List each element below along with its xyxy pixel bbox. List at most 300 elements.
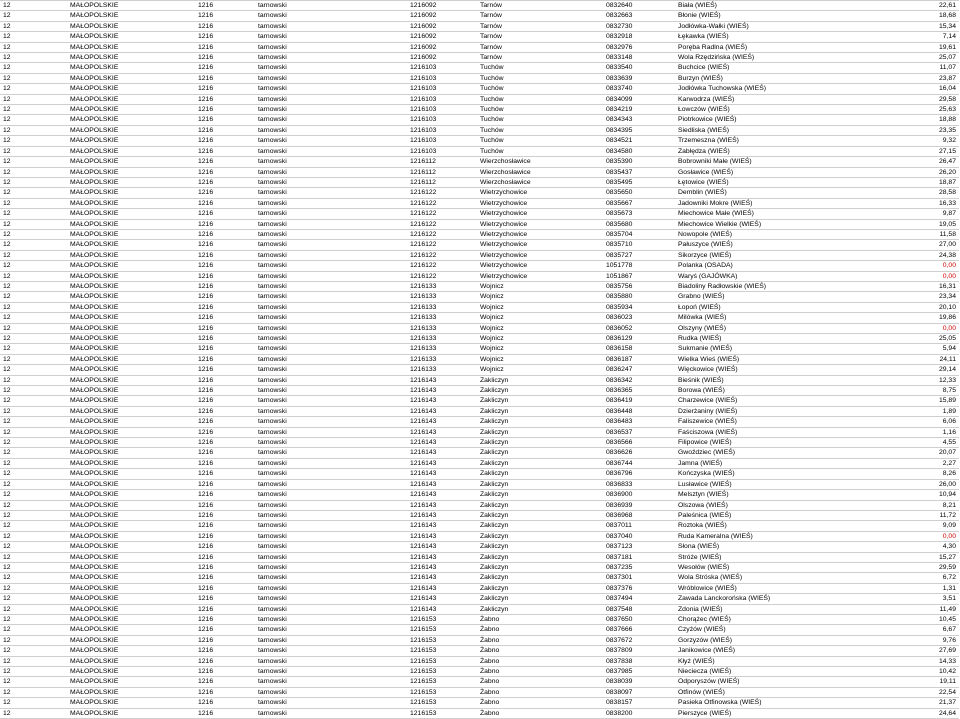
woj-code-cell[interactable]: 12 xyxy=(0,1,67,11)
gmina-code-cell[interactable]: 1216103 xyxy=(407,125,477,135)
powiat-code-cell[interactable]: 1216 xyxy=(195,42,255,52)
powiat-code-cell[interactable]: 1216 xyxy=(195,188,255,198)
locality-cell[interactable]: Zabłędza (WIEŚ) xyxy=(675,146,868,156)
powiat-name-cell[interactable]: tarnowski xyxy=(255,646,407,656)
powiat-code-cell[interactable]: 1216 xyxy=(195,167,255,177)
locality-cell[interactable]: Zawada Lanckorońska (WIEŚ) xyxy=(675,594,868,604)
locality-cell[interactable]: Łowczów (WIEŚ) xyxy=(675,105,868,115)
locality-cell[interactable]: Miechowice Wielkie (WIEŚ) xyxy=(675,219,868,229)
locality-cell[interactable]: Odporyszów (WIEŚ) xyxy=(675,677,868,687)
powiat-code-cell[interactable]: 1216 xyxy=(195,250,255,260)
woj-code-cell[interactable]: 12 xyxy=(0,136,67,146)
powiat-code-cell[interactable]: 1216 xyxy=(195,125,255,135)
powiat-name-cell[interactable]: tarnowski xyxy=(255,667,407,677)
locality-cell[interactable]: Burzyn (WIEŚ) xyxy=(675,73,868,83)
value-cell[interactable]: 18,88 xyxy=(868,115,959,125)
gmina-name-cell[interactable]: Wojnicz xyxy=(477,292,603,302)
woj-code-cell[interactable]: 12 xyxy=(0,261,67,271)
powiat-code-cell[interactable]: 1216 xyxy=(195,552,255,562)
locality-cell[interactable]: Gorzyzów (WIEŚ) xyxy=(675,635,868,645)
gmina-name-cell[interactable]: Tarnów xyxy=(477,11,603,21)
woj-name-cell[interactable]: MAŁOPOLSKIE xyxy=(67,53,195,63)
locality-cell[interactable]: Niecieczа (WIEŚ) xyxy=(675,667,868,677)
woj-code-cell[interactable]: 12 xyxy=(0,32,67,42)
locality-cell[interactable]: Pierszyce (WIEŚ) xyxy=(675,708,868,718)
woj-name-cell[interactable]: MAŁOPOLSKIE xyxy=(67,614,195,624)
gmina-code-cell[interactable]: 1216103 xyxy=(407,105,477,115)
woj-name-cell[interactable]: MAŁOPOLSKIE xyxy=(67,687,195,697)
locality-cell[interactable]: Trzemeszna (WIEŚ) xyxy=(675,136,868,146)
woj-name-cell[interactable]: MAŁOPOLSKIE xyxy=(67,469,195,479)
powiat-code-cell[interactable]: 1216 xyxy=(195,84,255,94)
simc-code-cell[interactable]: 0838097 xyxy=(603,687,675,697)
powiat-name-cell[interactable]: tarnowski xyxy=(255,240,407,250)
gmina-code-cell[interactable]: 1216112 xyxy=(407,157,477,167)
powiat-name-cell[interactable]: tarnowski xyxy=(255,531,407,541)
powiat-code-cell[interactable]: 1216 xyxy=(195,209,255,219)
woj-code-cell[interactable]: 12 xyxy=(0,188,67,198)
woj-name-cell[interactable]: MAŁOPOLSKIE xyxy=(67,386,195,396)
powiat-name-cell[interactable]: tarnowski xyxy=(255,552,407,562)
powiat-code-cell[interactable]: 1216 xyxy=(195,542,255,552)
woj-name-cell[interactable]: MAŁOPOLSKIE xyxy=(67,500,195,510)
powiat-name-cell[interactable]: tarnowski xyxy=(255,438,407,448)
value-cell[interactable]: 11,72 xyxy=(868,510,959,520)
gmina-code-cell[interactable]: 1216143 xyxy=(407,583,477,593)
woj-name-cell[interactable]: MAŁOPOLSKIE xyxy=(67,375,195,385)
locality-cell[interactable]: Faściszowa (WIEŚ) xyxy=(675,427,868,437)
powiat-name-cell[interactable]: tarnowski xyxy=(255,708,407,718)
value-cell[interactable]: 21,37 xyxy=(868,698,959,708)
value-cell[interactable]: 15,34 xyxy=(868,21,959,31)
woj-name-cell[interactable]: MAŁOPOLSKIE xyxy=(67,656,195,666)
woj-name-cell[interactable]: MAŁOPOLSKIE xyxy=(67,438,195,448)
woj-code-cell[interactable]: 12 xyxy=(0,250,67,260)
woj-code-cell[interactable]: 12 xyxy=(0,521,67,531)
simc-code-cell[interactable]: 0832640 xyxy=(603,1,675,11)
woj-code-cell[interactable]: 12 xyxy=(0,365,67,375)
woj-name-cell[interactable]: MAŁOPOLSKIE xyxy=(67,625,195,635)
powiat-name-cell[interactable]: tarnowski xyxy=(255,94,407,104)
powiat-name-cell[interactable]: tarnowski xyxy=(255,698,407,708)
simc-code-cell[interactable]: 0832730 xyxy=(603,21,675,31)
powiat-code-cell[interactable]: 1216 xyxy=(195,354,255,364)
simc-code-cell[interactable]: 1051778 xyxy=(603,261,675,271)
powiat-code-cell[interactable]: 1216 xyxy=(195,53,255,63)
powiat-code-cell[interactable]: 1216 xyxy=(195,458,255,468)
gmina-code-cell[interactable]: 1216122 xyxy=(407,219,477,229)
powiat-name-cell[interactable]: tarnowski xyxy=(255,334,407,344)
simc-code-cell[interactable]: 0836448 xyxy=(603,406,675,416)
gmina-name-cell[interactable]: Wietrzychowice xyxy=(477,188,603,198)
powiat-name-cell[interactable]: tarnowski xyxy=(255,229,407,239)
gmina-name-cell[interactable]: Zakliczyn xyxy=(477,521,603,531)
powiat-code-cell[interactable]: 1216 xyxy=(195,583,255,593)
powiat-name-cell[interactable]: tarnowski xyxy=(255,625,407,635)
gmina-name-cell[interactable]: Zakliczyn xyxy=(477,479,603,489)
woj-code-cell[interactable]: 12 xyxy=(0,708,67,718)
locality-cell[interactable]: Sikorzyce (WIEŚ) xyxy=(675,250,868,260)
powiat-code-cell[interactable]: 1216 xyxy=(195,510,255,520)
powiat-code-cell[interactable]: 1216 xyxy=(195,594,255,604)
gmina-code-cell[interactable]: 1216153 xyxy=(407,625,477,635)
powiat-name-cell[interactable]: tarnowski xyxy=(255,42,407,52)
simc-code-cell[interactable]: 0836052 xyxy=(603,323,675,333)
value-cell[interactable]: 27,69 xyxy=(868,646,959,656)
simc-code-cell[interactable]: 0838039 xyxy=(603,677,675,687)
gmina-name-cell[interactable]: Tuchów xyxy=(477,115,603,125)
powiat-name-cell[interactable]: tarnowski xyxy=(255,105,407,115)
powiat-name-cell[interactable]: tarnowski xyxy=(255,500,407,510)
powiat-name-cell[interactable]: tarnowski xyxy=(255,448,407,458)
value-cell[interactable]: 26,47 xyxy=(868,157,959,167)
woj-name-cell[interactable]: MAŁOPOLSKIE xyxy=(67,1,195,11)
value-cell[interactable]: 24,11 xyxy=(868,354,959,364)
powiat-code-cell[interactable]: 1216 xyxy=(195,94,255,104)
woj-code-cell[interactable]: 12 xyxy=(0,125,67,135)
locality-cell[interactable]: Olszyny (WIEŚ) xyxy=(675,323,868,333)
woj-name-cell[interactable]: MAŁOPOLSKIE xyxy=(67,302,195,312)
locality-cell[interactable]: Jodłówka Tuchowska (WIEŚ) xyxy=(675,84,868,94)
simc-code-cell[interactable]: 0836247 xyxy=(603,365,675,375)
woj-code-cell[interactable]: 12 xyxy=(0,323,67,333)
gmina-code-cell[interactable]: 1216122 xyxy=(407,250,477,260)
powiat-code-cell[interactable]: 1216 xyxy=(195,417,255,427)
powiat-name-cell[interactable]: tarnowski xyxy=(255,542,407,552)
powiat-code-cell[interactable]: 1216 xyxy=(195,386,255,396)
gmina-code-cell[interactable]: 1216092 xyxy=(407,53,477,63)
powiat-name-cell[interactable]: tarnowski xyxy=(255,427,407,437)
powiat-name-cell[interactable]: tarnowski xyxy=(255,1,407,11)
simc-code-cell[interactable]: 0836023 xyxy=(603,313,675,323)
locality-cell[interactable]: Melsztyn (WIEŚ) xyxy=(675,490,868,500)
simc-code-cell[interactable]: 0835704 xyxy=(603,229,675,239)
gmina-code-cell[interactable]: 1216092 xyxy=(407,42,477,52)
locality-cell[interactable]: Wielka Wieś (WIEŚ) xyxy=(675,354,868,364)
locality-cell[interactable]: Piotrkowice (WIEŚ) xyxy=(675,115,868,125)
gmina-name-cell[interactable]: Tuchów xyxy=(477,94,603,104)
value-cell[interactable]: 9,09 xyxy=(868,521,959,531)
simc-code-cell[interactable]: 0834219 xyxy=(603,105,675,115)
value-cell[interactable]: 0,00 xyxy=(868,531,959,541)
gmina-code-cell[interactable]: 1216153 xyxy=(407,687,477,697)
value-cell[interactable]: 8,21 xyxy=(868,500,959,510)
locality-cell[interactable]: Jadowniki Mokre (WIEŚ) xyxy=(675,198,868,208)
gmina-name-cell[interactable]: Wojnicz xyxy=(477,334,603,344)
powiat-name-cell[interactable]: tarnowski xyxy=(255,136,407,146)
simc-code-cell[interactable]: 0835756 xyxy=(603,281,675,291)
woj-code-cell[interactable]: 12 xyxy=(0,73,67,83)
gmina-name-cell[interactable]: Wietrzychowice xyxy=(477,229,603,239)
woj-name-cell[interactable]: MAŁOPOLSKIE xyxy=(67,708,195,718)
simc-code-cell[interactable]: 0835437 xyxy=(603,167,675,177)
simc-code-cell[interactable]: 0836626 xyxy=(603,448,675,458)
powiat-name-cell[interactable]: tarnowski xyxy=(255,53,407,63)
powiat-code-cell[interactable]: 1216 xyxy=(195,531,255,541)
woj-code-cell[interactable]: 12 xyxy=(0,386,67,396)
value-cell[interactable]: 12,33 xyxy=(868,375,959,385)
powiat-name-cell[interactable]: tarnowski xyxy=(255,354,407,364)
gmina-name-cell[interactable]: Żabno xyxy=(477,614,603,624)
value-cell[interactable]: 18,68 xyxy=(868,11,959,21)
woj-name-cell[interactable]: MAŁOPOLSKIE xyxy=(67,229,195,239)
locality-cell[interactable]: Więckowice (WIEŚ) xyxy=(675,365,868,375)
value-cell[interactable]: 22,61 xyxy=(868,1,959,11)
locality-cell[interactable]: Chorążec (WIEŚ) xyxy=(675,614,868,624)
powiat-code-cell[interactable]: 1216 xyxy=(195,656,255,666)
woj-code-cell[interactable]: 12 xyxy=(0,438,67,448)
powiat-name-cell[interactable]: tarnowski xyxy=(255,157,407,167)
woj-name-cell[interactable]: MAŁOPOLSKIE xyxy=(67,167,195,177)
gmina-code-cell[interactable]: 1216092 xyxy=(407,1,477,11)
woj-name-cell[interactable]: MAŁOPOLSKIE xyxy=(67,250,195,260)
woj-code-cell[interactable]: 12 xyxy=(0,458,67,468)
powiat-name-cell[interactable]: tarnowski xyxy=(255,63,407,73)
gmina-name-cell[interactable]: Żabno xyxy=(477,677,603,687)
gmina-code-cell[interactable]: 1216143 xyxy=(407,521,477,531)
gmina-name-cell[interactable]: Zakliczyn xyxy=(477,542,603,552)
locality-cell[interactable]: Ruda Kameralna (WIEŚ) xyxy=(675,531,868,541)
simc-code-cell[interactable]: 0836566 xyxy=(603,438,675,448)
simc-code-cell[interactable]: 0834343 xyxy=(603,115,675,125)
simc-code-cell[interactable]: 0836900 xyxy=(603,490,675,500)
locality-cell[interactable]: Rudka (WIEŚ) xyxy=(675,334,868,344)
simc-code-cell[interactable]: 0837809 xyxy=(603,646,675,656)
woj-code-cell[interactable]: 12 xyxy=(0,115,67,125)
simc-code-cell[interactable]: 0836744 xyxy=(603,458,675,468)
woj-code-cell[interactable]: 12 xyxy=(0,562,67,572)
gmina-name-cell[interactable]: Tarnów xyxy=(477,42,603,52)
gmina-code-cell[interactable]: 1216122 xyxy=(407,229,477,239)
locality-cell[interactable]: Sukmanie (WIEŚ) xyxy=(675,344,868,354)
gmina-name-cell[interactable]: Zakliczyn xyxy=(477,583,603,593)
value-cell[interactable]: 15,27 xyxy=(868,552,959,562)
value-cell[interactable]: 0,00 xyxy=(868,323,959,333)
locality-cell[interactable]: Bobrowniki Małe (WIEŚ) xyxy=(675,157,868,167)
value-cell[interactable]: 18,87 xyxy=(868,177,959,187)
powiat-name-cell[interactable]: tarnowski xyxy=(255,656,407,666)
woj-code-cell[interactable]: 12 xyxy=(0,84,67,94)
woj-name-cell[interactable]: MAŁOPOLSKIE xyxy=(67,594,195,604)
powiat-name-cell[interactable]: tarnowski xyxy=(255,313,407,323)
simc-code-cell[interactable]: 0832918 xyxy=(603,32,675,42)
simc-code-cell[interactable]: 0835880 xyxy=(603,292,675,302)
locality-cell[interactable]: Biała (WIEŚ) xyxy=(675,1,868,11)
powiat-code-cell[interactable]: 1216 xyxy=(195,646,255,656)
locality-cell[interactable]: Janikowice (WIEŚ) xyxy=(675,646,868,656)
powiat-name-cell[interactable]: tarnowski xyxy=(255,302,407,312)
powiat-code-cell[interactable]: 1216 xyxy=(195,313,255,323)
value-cell[interactable]: 0,00 xyxy=(868,271,959,281)
woj-code-cell[interactable]: 12 xyxy=(0,698,67,708)
powiat-name-cell[interactable]: tarnowski xyxy=(255,573,407,583)
powiat-name-cell[interactable]: tarnowski xyxy=(255,469,407,479)
woj-code-cell[interactable]: 12 xyxy=(0,177,67,187)
simc-code-cell[interactable]: 0836483 xyxy=(603,417,675,427)
gmina-name-cell[interactable]: Wietrzychowice xyxy=(477,250,603,260)
woj-name-cell[interactable]: MAŁOPOLSKIE xyxy=(67,531,195,541)
powiat-code-cell[interactable]: 1216 xyxy=(195,406,255,416)
gmina-name-cell[interactable]: Zakliczyn xyxy=(477,562,603,572)
woj-name-cell[interactable]: MAŁOPOLSKIE xyxy=(67,510,195,520)
gmina-name-cell[interactable]: Tuchów xyxy=(477,146,603,156)
gmina-code-cell[interactable]: 1216133 xyxy=(407,344,477,354)
gmina-code-cell[interactable]: 1216122 xyxy=(407,188,477,198)
powiat-code-cell[interactable]: 1216 xyxy=(195,469,255,479)
locality-cell[interactable]: Polanka (OSADA) xyxy=(675,261,868,271)
powiat-name-cell[interactable]: tarnowski xyxy=(255,583,407,593)
gmina-code-cell[interactable]: 1216122 xyxy=(407,198,477,208)
gmina-name-cell[interactable]: Wojnicz xyxy=(477,365,603,375)
woj-name-cell[interactable]: MAŁOPOLSKIE xyxy=(67,261,195,271)
simc-code-cell[interactable]: 0834395 xyxy=(603,125,675,135)
woj-code-cell[interactable]: 12 xyxy=(0,531,67,541)
value-cell[interactable]: 6,72 xyxy=(868,573,959,583)
value-cell[interactable]: 11,49 xyxy=(868,604,959,614)
powiat-code-cell[interactable]: 1216 xyxy=(195,177,255,187)
powiat-code-cell[interactable]: 1216 xyxy=(195,635,255,645)
woj-name-cell[interactable]: MAŁOPOLSKIE xyxy=(67,698,195,708)
powiat-code-cell[interactable]: 1216 xyxy=(195,614,255,624)
simc-code-cell[interactable]: 0837666 xyxy=(603,625,675,635)
woj-name-cell[interactable]: MAŁOPOLSKIE xyxy=(67,11,195,21)
woj-code-cell[interactable]: 12 xyxy=(0,281,67,291)
value-cell[interactable]: 20,10 xyxy=(868,302,959,312)
woj-name-cell[interactable]: MAŁOPOLSKIE xyxy=(67,365,195,375)
powiat-name-cell[interactable]: tarnowski xyxy=(255,73,407,83)
gmina-code-cell[interactable]: 1216143 xyxy=(407,375,477,385)
locality-cell[interactable]: Czyżów (WIEŚ) xyxy=(675,625,868,635)
powiat-code-cell[interactable]: 1216 xyxy=(195,21,255,31)
gmina-code-cell[interactable]: 1216143 xyxy=(407,573,477,583)
gmina-name-cell[interactable]: Zakliczyn xyxy=(477,438,603,448)
value-cell[interactable]: 11,07 xyxy=(868,63,959,73)
gmina-code-cell[interactable]: 1216143 xyxy=(407,417,477,427)
value-cell[interactable]: 22,54 xyxy=(868,687,959,697)
value-cell[interactable]: 10,94 xyxy=(868,490,959,500)
gmina-code-cell[interactable]: 1216133 xyxy=(407,292,477,302)
powiat-code-cell[interactable]: 1216 xyxy=(195,708,255,718)
powiat-name-cell[interactable]: tarnowski xyxy=(255,177,407,187)
value-cell[interactable]: 10,45 xyxy=(868,614,959,624)
woj-name-cell[interactable]: MAŁOPOLSKIE xyxy=(67,490,195,500)
gmina-code-cell[interactable]: 1216143 xyxy=(407,406,477,416)
gmina-code-cell[interactable]: 1216133 xyxy=(407,365,477,375)
locality-cell[interactable]: Buchcice (WIEŚ) xyxy=(675,63,868,73)
powiat-code-cell[interactable]: 1216 xyxy=(195,562,255,572)
powiat-code-cell[interactable]: 1216 xyxy=(195,573,255,583)
powiat-code-cell[interactable]: 1216 xyxy=(195,105,255,115)
simc-code-cell[interactable]: 0837301 xyxy=(603,573,675,583)
woj-code-cell[interactable]: 12 xyxy=(0,542,67,552)
gmina-name-cell[interactable]: Zakliczyn xyxy=(477,427,603,437)
value-cell[interactable]: 25,63 xyxy=(868,105,959,115)
locality-cell[interactable]: Siedliska (WIEŚ) xyxy=(675,125,868,135)
woj-name-cell[interactable]: MAŁOPOLSKIE xyxy=(67,21,195,31)
powiat-name-cell[interactable]: tarnowski xyxy=(255,406,407,416)
gmina-name-cell[interactable]: Wierzchosławice xyxy=(477,177,603,187)
woj-name-cell[interactable]: MAŁOPOLSKIE xyxy=(67,562,195,572)
value-cell[interactable]: 16,33 xyxy=(868,198,959,208)
woj-code-cell[interactable]: 12 xyxy=(0,469,67,479)
woj-code-cell[interactable]: 12 xyxy=(0,396,67,406)
locality-cell[interactable]: Otfinów (WIEŚ) xyxy=(675,687,868,697)
value-cell[interactable]: 1,16 xyxy=(868,427,959,437)
gmina-code-cell[interactable]: 1216092 xyxy=(407,11,477,21)
woj-name-cell[interactable]: MAŁOPOLSKIE xyxy=(67,63,195,73)
value-cell[interactable]: 24,38 xyxy=(868,250,959,260)
woj-code-cell[interactable]: 12 xyxy=(0,229,67,239)
woj-code-cell[interactable]: 12 xyxy=(0,157,67,167)
woj-code-cell[interactable]: 12 xyxy=(0,375,67,385)
gmina-name-cell[interactable]: Tuchów xyxy=(477,136,603,146)
gmina-name-cell[interactable]: Żabno xyxy=(477,646,603,656)
woj-name-cell[interactable]: MAŁOPOLSKIE xyxy=(67,271,195,281)
simc-code-cell[interactable]: 0836158 xyxy=(603,344,675,354)
woj-name-cell[interactable]: MAŁOPOLSKIE xyxy=(67,334,195,344)
powiat-code-cell[interactable]: 1216 xyxy=(195,229,255,239)
powiat-code-cell[interactable]: 1216 xyxy=(195,698,255,708)
woj-name-cell[interactable]: MAŁOPOLSKIE xyxy=(67,677,195,687)
gmina-code-cell[interactable]: 1216103 xyxy=(407,84,477,94)
powiat-code-cell[interactable]: 1216 xyxy=(195,667,255,677)
simc-code-cell[interactable]: 0836129 xyxy=(603,334,675,344)
simc-code-cell[interactable]: 0837011 xyxy=(603,521,675,531)
locality-cell[interactable]: Paleśnica (WIEŚ) xyxy=(675,510,868,520)
value-cell[interactable]: 25,07 xyxy=(868,53,959,63)
powiat-name-cell[interactable]: tarnowski xyxy=(255,417,407,427)
simc-code-cell[interactable]: 0832663 xyxy=(603,11,675,21)
gmina-name-cell[interactable]: Tuchów xyxy=(477,125,603,135)
gmina-code-cell[interactable]: 1216143 xyxy=(407,438,477,448)
gmina-name-cell[interactable]: Zakliczyn xyxy=(477,375,603,385)
woj-name-cell[interactable]: MAŁOPOLSKIE xyxy=(67,198,195,208)
woj-name-cell[interactable]: MAŁOPOLSKIE xyxy=(67,219,195,229)
powiat-code-cell[interactable]: 1216 xyxy=(195,157,255,167)
woj-code-cell[interactable]: 12 xyxy=(0,448,67,458)
woj-name-cell[interactable]: MAŁOPOLSKIE xyxy=(67,396,195,406)
locality-cell[interactable]: Błonie (WIEŚ) xyxy=(675,11,868,21)
powiat-code-cell[interactable]: 1216 xyxy=(195,334,255,344)
gmina-name-cell[interactable]: Zakliczyn xyxy=(477,604,603,614)
woj-code-cell[interactable]: 12 xyxy=(0,240,67,250)
gmina-code-cell[interactable]: 1216103 xyxy=(407,136,477,146)
woj-code-cell[interactable]: 12 xyxy=(0,344,67,354)
value-cell[interactable]: 20,07 xyxy=(868,448,959,458)
woj-code-cell[interactable]: 12 xyxy=(0,146,67,156)
powiat-name-cell[interactable]: tarnowski xyxy=(255,261,407,271)
locality-cell[interactable]: Łętowice (WIEŚ) xyxy=(675,177,868,187)
woj-code-cell[interactable]: 12 xyxy=(0,667,67,677)
gmina-code-cell[interactable]: 1216143 xyxy=(407,479,477,489)
value-cell[interactable]: 6,67 xyxy=(868,625,959,635)
gmina-code-cell[interactable]: 1216143 xyxy=(407,396,477,406)
value-cell[interactable]: 29,14 xyxy=(868,365,959,375)
woj-name-cell[interactable]: MAŁOPOLSKIE xyxy=(67,240,195,250)
powiat-name-cell[interactable]: tarnowski xyxy=(255,375,407,385)
powiat-code-cell[interactable]: 1216 xyxy=(195,479,255,489)
gmina-code-cell[interactable]: 1216122 xyxy=(407,271,477,281)
value-cell[interactable]: 16,04 xyxy=(868,84,959,94)
simc-code-cell[interactable]: 0837494 xyxy=(603,594,675,604)
simc-code-cell[interactable]: 0836365 xyxy=(603,386,675,396)
gmina-code-cell[interactable]: 1216143 xyxy=(407,427,477,437)
locality-cell[interactable]: Biadoliny Radłowskie (WIEŚ) xyxy=(675,281,868,291)
gmina-code-cell[interactable]: 1216143 xyxy=(407,458,477,468)
value-cell[interactable]: 27,00 xyxy=(868,240,959,250)
powiat-name-cell[interactable]: tarnowski xyxy=(255,604,407,614)
value-cell[interactable]: 4,55 xyxy=(868,438,959,448)
